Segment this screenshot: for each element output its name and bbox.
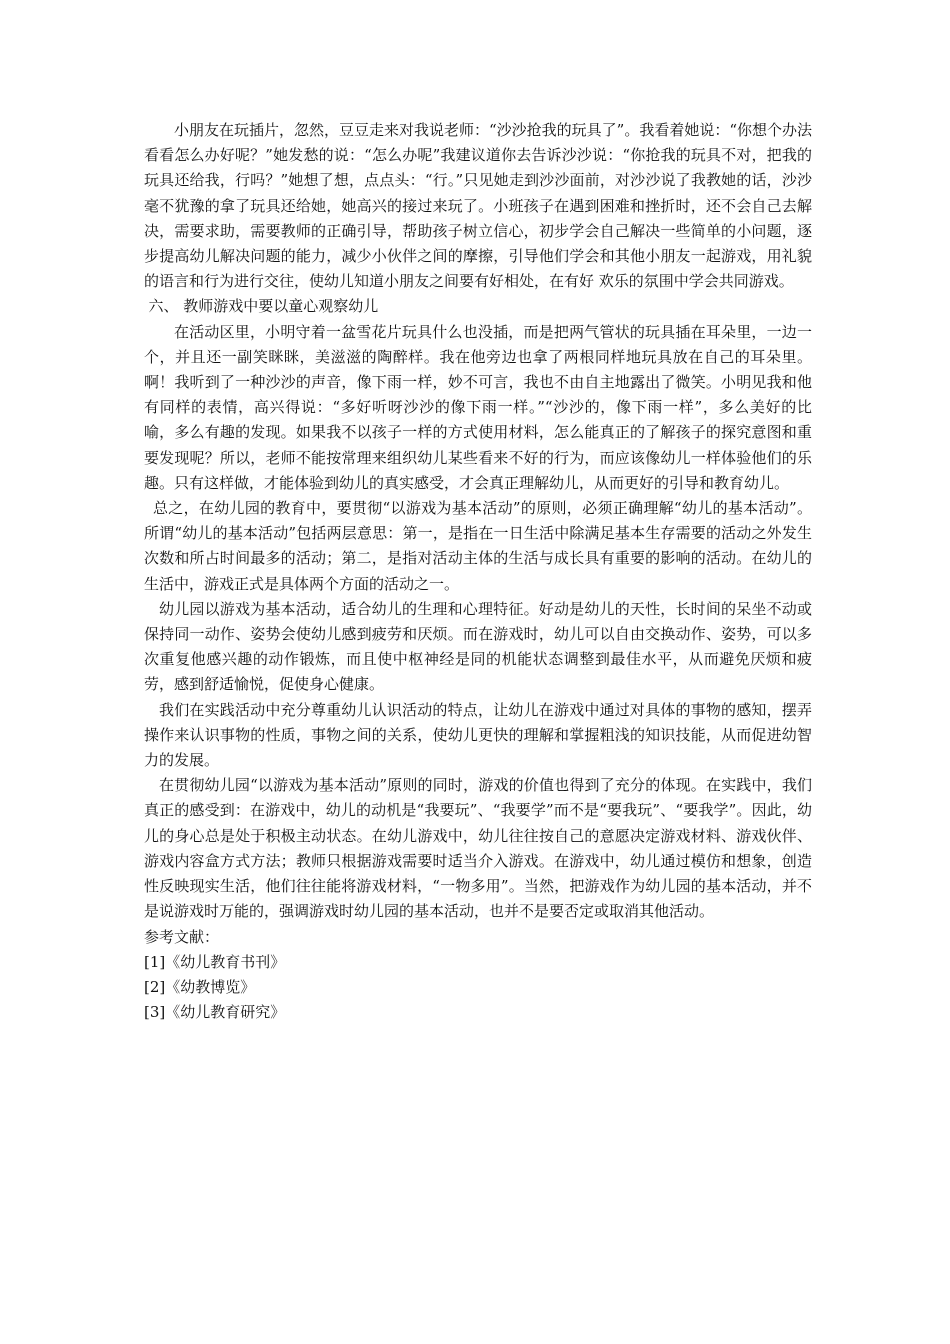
- reference-item: [3]《幼儿教育研究》: [144, 1003, 286, 1022]
- paragraph-game-value: 在贯彻幼儿园“以游戏为基本活动”原则的同时，游戏的价值也得到了充分的体现。在实践中，我们真正的感受到：在游戏中，幼儿的动机是“我要玩”、“我要学”而不是“要我玩”、“要我学”。因此，幼儿的身心总是处于积极主动状态。在幼儿游戏中，幼儿往往按自己的意愿决定游戏材料、游戏伙伴、游戏内容盒方式方法；教师只根据游戏需要时适当介入游戏。在游戏中，幼儿通过模仿和想象，创造性反映现实生活，他们往往能将游戏材料，“一物多用”。当然，把游戏作为幼儿园的基本活动，并不是说游戏时万能的，强调游戏时幼儿园的基本活动，也并不是要否定或取消其他活动。: [144, 776, 812, 921]
- paragraph-game-basic-activity: 幼儿园以游戏为基本活动，适合幼儿的生理和心理特征。好动是幼儿的天性，长时间的呆坐不动或保持同一动作、姿势会使幼儿感到疲劳和厌烦。而在游戏时，幼儿可以自由交换动作、姿势，可以多次重复他感兴趣的动作锻炼，而且使中枢神经是同的机能状态调整到最佳水平，从而避免厌烦和疲劳，感到舒适愉悦，促使身心健康。: [144, 599, 812, 694]
- paragraph-summary: 总之，在幼儿园的教育中，要贯彻“以游戏为基本活动”的原则，必须正确理解“幼儿的基本活动”。所谓“幼儿的基本活动”包括两层意思：第一，是指在一日生活中除满足基本生存需要的活动之外发生次数和所占时间最多的活动；第二，是指对活动主体的生活与成长具有重要的影响的活动。在幼儿的生活中，游戏正式是具体两个方面的活动之一。: [144, 499, 812, 593]
- reference-item: [1]《幼儿教育书刊》: [144, 952, 286, 971]
- references-title: 参考文献：: [144, 927, 220, 946]
- paragraph-practice-activity: 我们在实践活动中充分尊重幼儿认识活动的特点，让幼儿在游戏中通过对具体的事物的感知，摆弄操作来认识事物的性质，事物之间的关系，使幼儿更快的理解和掌握粗浅的知识技能，从而促进幼智力的发展。: [144, 700, 812, 770]
- paragraph-activity-area: 在活动区里，小明守着一盆雪花片玩具什么也没插，而是把两气管状的玩具插在耳朵里，一边一个，并且还一副笑眯眯，美滋滋的陶醉样。我在他旁边也拿了两根同样地玩具放在自己的耳朵里。啊！我听到了一种沙沙的声音，像下雨一样，妙不可言，我也不由自主地露出了微笑。小明见我和他有同样的表情，高兴得说：“多好听呀沙沙的像下雨一样。”“沙沙的，像下雨一样”，多么美好的比喻，多么有趣的发现。如果我不以孩子一样的方式使用材料，怎么能真正的了解孩子的探究意图和重要发现呢？所以，老师不能按常理来组织幼儿某些看来不好的行为，而应该像幼儿一样体验他们的乐趣。只有这样做，才能体验到幼儿的真实感受，才会真正理解幼儿，从而更好的引导和教育幼儿。: [144, 322, 812, 492]
- section-heading-six: 六、 教师游戏中要以童心观察幼儿: [148, 297, 379, 316]
- reference-item: [2]《幼教博览》: [144, 977, 256, 996]
- document-page: [144, 118, 812, 1025]
- paragraph-sharing-toys: 小朋友在玩插片，忽然，豆豆走来对我说老师：“沙沙抢我的玩具了”。我看着她说：“你想个办法看看怎么办好呢？”她发愁的说：“怎么办呢”我建议道你去告诉沙沙说：“你抢我的玩具不对，把我的玩具还给我，行吗？”她想了想，点点头：“行。”只见她走到沙沙面前，对沙沙说了我教她的话，沙沙毫不犹豫的拿了玩具还给她，她高兴的接过来玩了。小班孩子在遇到困难和挫折时，还不会自己去解决，需要求助，需要教师的正确引导，帮助孩子树立信心，初步学会自己解决一些简单的小问题，逐步提高幼儿解决问题的能力，减少小伙伴之间的摩擦，引导他们学会和其他小朋友一起游戏，用礼貌的语言和行为进行交往，使幼儿知道小朋友之间要有好相处，在有好 欢乐的氛围中学会共同游戏。: [144, 121, 813, 291]
